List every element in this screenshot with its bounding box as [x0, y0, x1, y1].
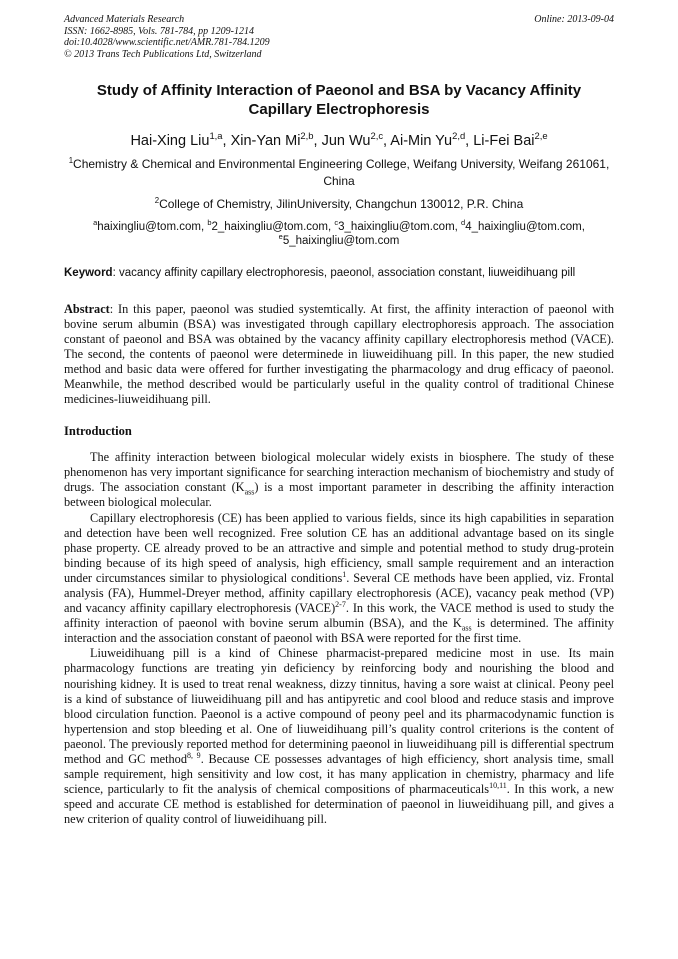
copyright-line: © 2013 Trans Tech Publications Ltd, Switzerland: [64, 48, 262, 60]
citation: 2-7: [335, 600, 346, 609]
author: Hai-Xing Liu$^{1,a}$,: [130, 130, 231, 149]
journal-name: Advanced Materials Research: [64, 14, 185, 25]
author: Jun Wu$^{2,c}$,: [321, 130, 391, 149]
journal-header: [64, 14, 614, 60]
citation: 10,11: [489, 781, 507, 791]
paragraph: Liuweidihuang pill is a kind of Chinese pharmacist-prepared medicine most in use. Its main pharmacology functions are treating yin deficiency by reinforcing body and nourishing the blood and nourishing kidney. It is used to treat renal weakness, dizzy tinnitus, having a sore waist at clinical. Peony peel is a kind of substance of liuweidihuang pill and has antipyretic and cool blood and reduce stasis and improve blood circulation function. Paeonol is a active compound of peony peel and its pharmacodynamic function is hypertension and stop bleeding et al. One of liuweidihuang pill’s quality control criterions is the content of paeonol. The previously reported method for determining paeonol in liuweidihuang pill is differential spectrum method and GC method$^{8, 9}$. Because CE possesses advantages of high efficiency, short analysis time, small sample requirement, high sensitivity and low cost, it has many application in chemistry, pharmacy and life science, particularly to fit the analysis of chemical compositions of pharmaceuticals$^{10,11}$. In this work, a new speed and accurate CE method is established for determination of paeonol in liuweidihuang pill, and gives a new criterion of quality control of liuweidihuang pill.: [64, 646, 614, 827]
abstract-section: [64, 302, 614, 408]
email[interactable]: $^a$haixingliu@tom.com: [93, 218, 201, 233]
paragraph: The affinity interaction between biological molecular widely exists in biosphere. The study of these phenomenon has very important significance for searching interaction mechanism of biochemistry and study of drugs. The association constant $(K_{ass})$ is a most important parameter in describing the affinity interaction between biological molecular.: [64, 450, 614, 510]
online-date: Online: 2013-09-04: [534, 14, 614, 25]
email-list: $^a$haixingliu@tom.com, $^b$2_haixingliu@tom.com, $^c$3_haixingliu@tom.com, $^d$4_haixingliu@tom.com, $^e$5_haixingliu@tom.com: [93, 218, 585, 247]
paragraph: Capillary electrophoresis (CE) has been applied to various fields, since its high capabilities in separation and detection have been well recognized. Free solution CE has an additional advantage based on its single phase property. CE already proved to be an attractive and simple and potential method to study drug-protein binding because of its high speed of analysis, high efficiency, small sample requirement and an interaction under circumstances similar to physiological conditions$^1$. Several CE methods have been applied, viz. Frontal analysis (FA), Hummel-Dreyer method, affinity capillary electrophoresis (ACE), vacancy peak method (VP) and vacancy affinity capillary electrophoresis (VACE)$^{2-7}$. In this work, the VACE method is used to study the affinity interaction of paeonol with bovine serum albumin (BSA), and the $K_{ass}$ is determined. The affinity interaction and the association constant of paeonol with BSA were reported for the first time.: [64, 510, 614, 646]
author: Xin-Yan Mi$^{2,b}$,: [230, 130, 322, 149]
affiliation-1: $^1$Chemistry & Chemical and Environmental Engineering College, Weifang University, Weifang 261061, China: [68, 156, 610, 188]
abstract-text: : In this paper, paeonol was studied systemtically. At first, the affinity interaction of paeonol with bovine serum albumin (BSA) was investigated through capillary electrophoresis approach. The association constant of paeonol and BSA was obtained by the vacancy affinity capillary electrophoresis method (VACE). The second, the contents of paeonol were determinede in liuweidihuang pill. In this paper, the new studied method and basic data were offered for further investigating the pharmacology and drug efficacy of paeonol. Meanwhile, the method described would be particularly useful in the quality control of traditional Chinese medicines-liuweidihuang pill.: [64, 301, 614, 407]
email[interactable]: $^b$2_haixingliu@tom.com: [207, 218, 329, 233]
email[interactable]: $^d$4_haixingliu@tom.com: [461, 218, 582, 233]
keyword-section: [64, 267, 614, 281]
author: Ai-Min Yu$^{2,d}$,: [390, 130, 474, 149]
citation: 8, 9: [186, 750, 201, 760]
keyword-text: : vacancy affinity capillary electrophoresis, paeonol, association constant, liuweidihuang pill: [112, 267, 576, 279]
abstract-label: Abstract: [64, 301, 110, 316]
citation: 1: [342, 569, 347, 579]
issn-line: ISSN: 1662-8985, Vols. 781-784, pp 1209-1214: [64, 25, 254, 37]
introduction-heading: Introduction: [64, 424, 132, 439]
email[interactable]: $^e$5_haixingliu@tom.com: [278, 231, 400, 247]
paper-title: Study of Affinity Interaction of Paeonol and BSA by Vacancy Affinity Capillary Electrophoresis: [96, 82, 582, 118]
introduction-body: [64, 450, 614, 827]
email[interactable]: $^c$3_haixingliu@tom.com: [334, 218, 455, 233]
keyword-label: Keyword: [64, 267, 113, 279]
doi-line: doi:10.4028/www.scientific.net/AMR.781-784.1209: [64, 37, 270, 48]
author: Li-Fei Bai$^{2,e}$: [473, 130, 548, 149]
affiliation-2: $^2$College of Chemistry, JilinUniversity, Changchun 130012, P.R. China: [154, 196, 524, 211]
author-list: [64, 132, 614, 150]
